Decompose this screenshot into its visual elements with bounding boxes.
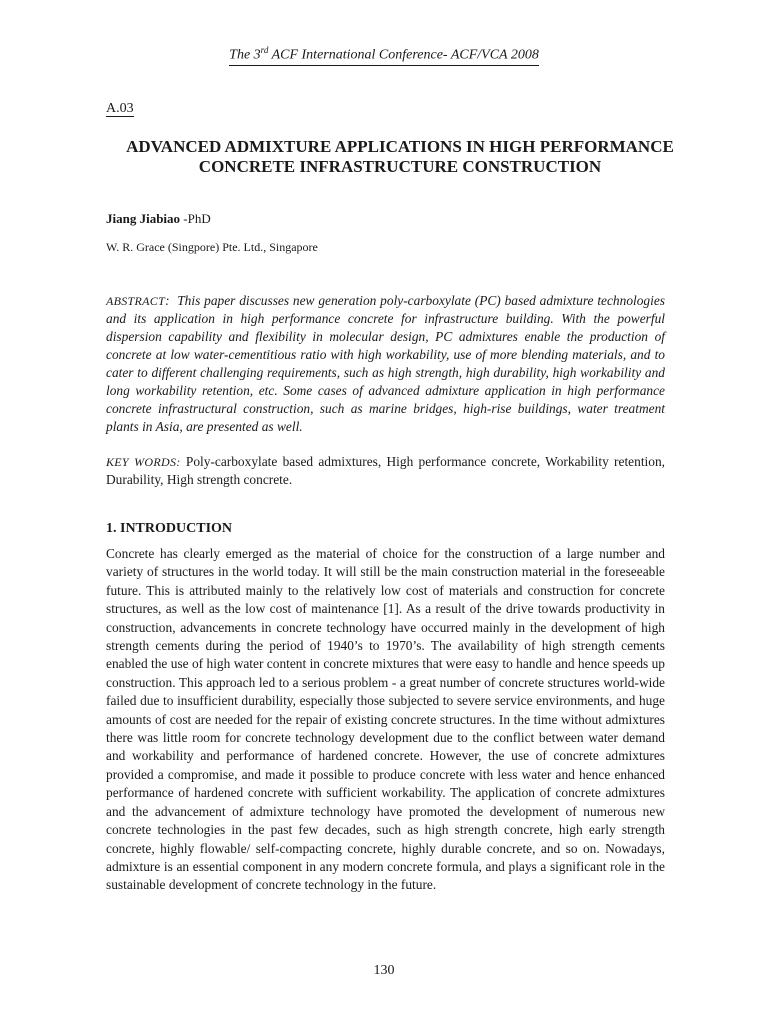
- introduction-paragraph: Concrete has clearly emerged as the material of choice for the construction of a large number and variety of structures in the world today. It will still be the main construction material in the foreseeable future. This is attributed mainly to the relatively low cost of materials and construction for concrete structures, as well as the low cost of maintenance [1]. As a result of the drive towards productivity in construction, advancements in concrete technology have occurred mainly in the development of high strength cements during the period of 1940’s to 1970’s. The availability of high strength cements enabled the use of high water content in concrete mixtures that were easy to handle and hence speeds up construction. This approach led to a serious problem - a great number of concrete structures world-wide failed due to insufficient durability, especially those subjected to severe service environments, and huge amounts of cost are needed for the repair of existing concrete structures. In the time without admixtures there was little room for concrete technology development due to the conflict between water demand and workability and performance of hardened concrete. However, the use of concrete admixtures provided a compromise, and made it possible to produce concrete with less water and hence enhanced performance of hardened concrete with sufficient workability. The application of concrete admixtures and the advancement of admixture technology have promoted the development of numerous new concrete technologies in the past few decades, such as high strength concrete, high early strength concrete, highly flowable/ self-compacting concrete, highly durable concrete, and so on. Nowadays, admixture is an essential component in any modern concrete formula, and plays a significant role in the sustainable development of concrete technology in the future.: [106, 546, 665, 893]
- author-name: Jiang Jiabiao: [106, 211, 181, 226]
- running-header: [0, 45, 768, 66]
- abstract-colon: :: [165, 293, 170, 308]
- title-line-2: CONCRETE INFRASTRUCTURE CONSTRUCTION: [198, 157, 602, 176]
- abstract: [106, 292, 665, 436]
- running-header-text: [229, 45, 539, 66]
- header-suffix: ACF International Conference- ACF/VCA 2008: [268, 47, 539, 63]
- section-heading-introduction: 1. INTRODUCTION: [106, 521, 233, 536]
- header-superscript: rd: [260, 45, 269, 55]
- keywords: [106, 453, 665, 489]
- keywords-text: Poly-carboxylate based admixtures, High performance concrete, Workability retention, Durability, High strength concrete.: [106, 454, 666, 487]
- author-affiliation: W. R. Grace (Singpore) Pte. Ltd., Singapore: [106, 240, 318, 254]
- paper-title: [100, 137, 700, 177]
- title-line-1: ADVANCED ADMIXTURE APPLICATIONS IN HIGH PERFORMANCE: [126, 137, 674, 156]
- author-degree: -PhD: [180, 211, 211, 226]
- page-number: 130: [373, 963, 395, 978]
- abstract-label: ABSTRACT: [106, 294, 166, 308]
- keywords-label: KEY WORDS:: [106, 455, 181, 469]
- abstract-text: This paper discusses new generation poly-carboxylate (PC) based admixture technologies and its application in high performance concrete for infrastructure building. With the powerful dispersion capability and flexibility in molecular design, PC admixtures enable the production of concrete at low water-cementitious ratio with high workability, use of more blending materials, and to cater to different challenging requirements, such as high strength, high durability, high workability and long workability retention, etc. Some cases of advanced admixture application in high performance concrete infrastructural construction, such as marine bridges, high-rise buildings, water treatment plants in Asia, are presented as well.: [106, 293, 665, 434]
- paper-code: A.03: [106, 101, 134, 116]
- author: [106, 211, 211, 227]
- header-prefix: The 3: [229, 47, 261, 63]
